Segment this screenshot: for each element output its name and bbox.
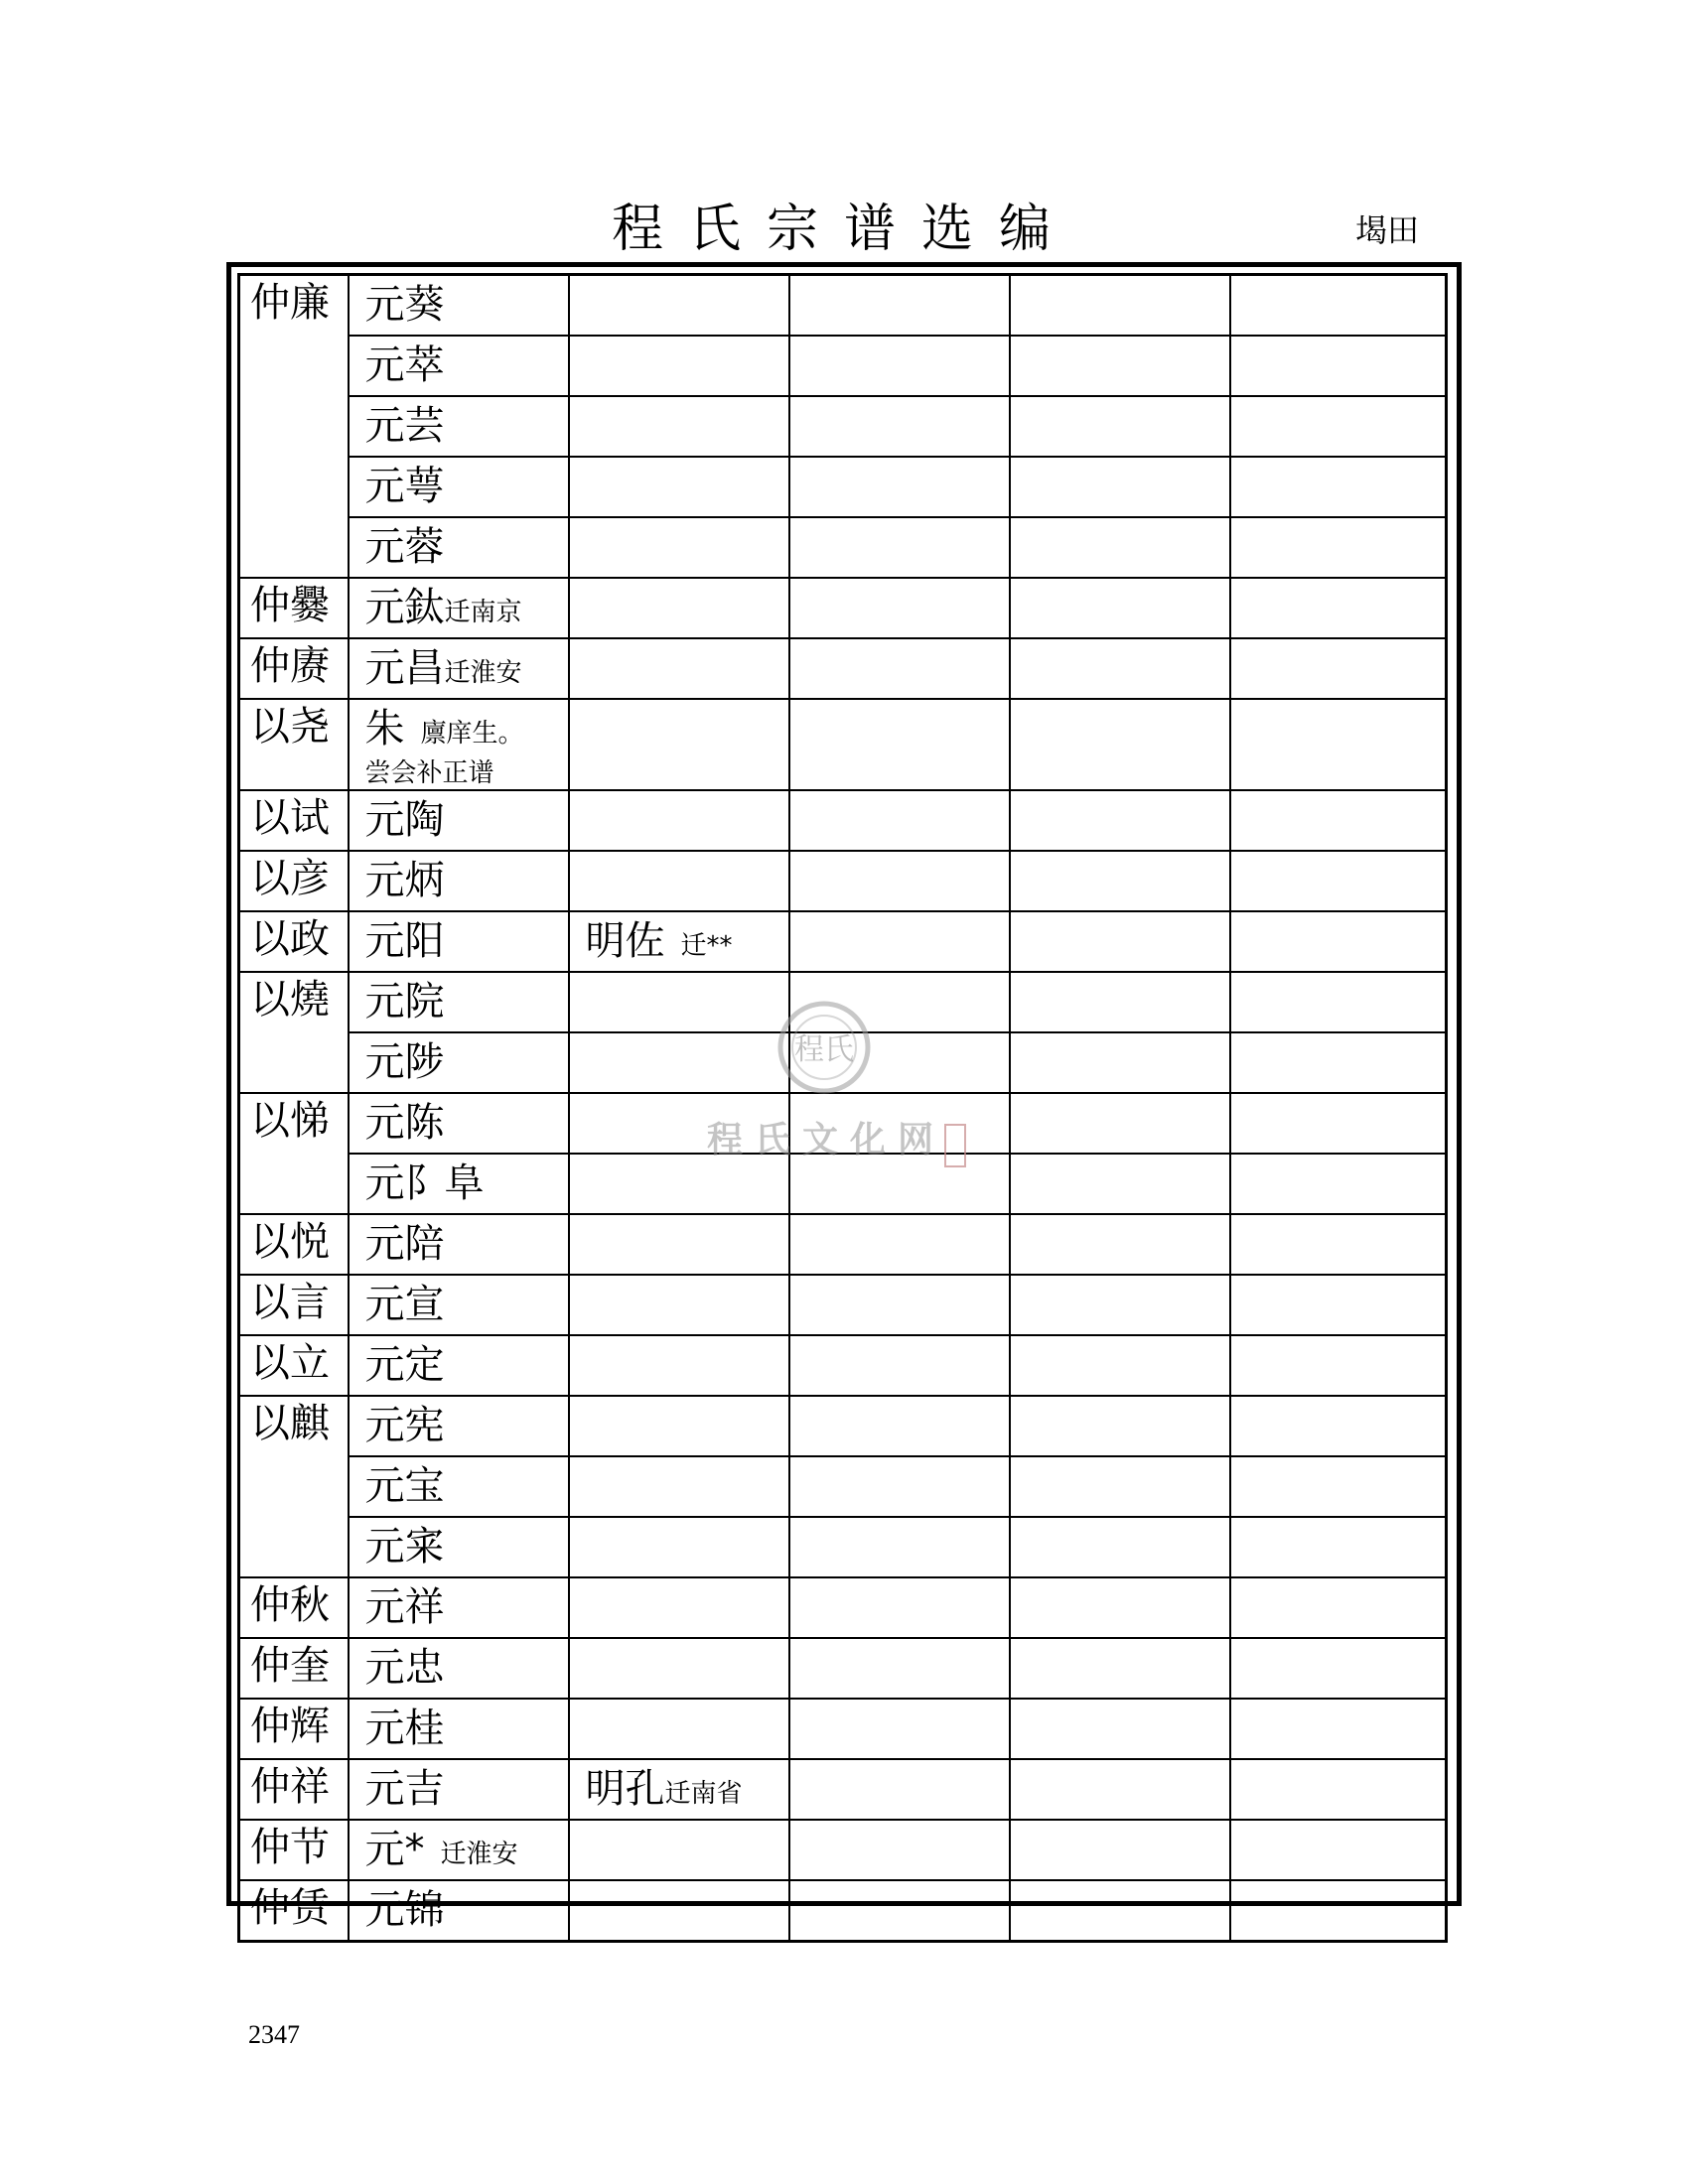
- gen1-name-cell: 以言: [239, 1275, 349, 1335]
- empty-cell: [1230, 1335, 1447, 1396]
- empty-cell: [1010, 1759, 1230, 1820]
- empty-cell: [789, 790, 1010, 851]
- gen2-name-cell: [349, 275, 569, 337]
- empty-cell: [789, 1275, 1010, 1335]
- gen2-name-cell: [349, 1396, 569, 1456]
- gen1-name-cell: 以悦: [239, 1214, 349, 1275]
- empty-cell: [1010, 1154, 1230, 1214]
- gen1-name-cell: 以麒: [239, 1396, 349, 1577]
- gen1-name-cell: 仲辉: [239, 1699, 349, 1759]
- table-row: [239, 1335, 1447, 1396]
- gen2-name-cell: [349, 396, 569, 457]
- gen2-name: 元定: [364, 1342, 445, 1388]
- gen3-name-cell: [569, 1517, 789, 1577]
- empty-cell: [1230, 972, 1447, 1032]
- gen3-name-cell: [569, 396, 789, 457]
- gen3-name-cell: [569, 1456, 789, 1517]
- empty-cell: [1010, 1335, 1230, 1396]
- page-title: 程氏宗谱选编: [611, 200, 1076, 259]
- gen1-name-cell: 仲廉: [239, 275, 349, 579]
- gen2-note: 迁淮安: [440, 1840, 518, 1869]
- empty-cell: [1230, 1154, 1447, 1214]
- gen2-name: 元鈦: [364, 585, 445, 630]
- gen2-note: 迁淮安: [444, 658, 522, 688]
- gen2-name-cell: [349, 1093, 569, 1154]
- gen2-name: 元陈: [364, 1100, 445, 1146]
- empty-cell: [1230, 457, 1447, 517]
- gen2-name-cell: [349, 851, 569, 911]
- empty-cell: [1010, 517, 1230, 578]
- empty-cell: [789, 396, 1010, 457]
- gen2-name: 元吉: [364, 1766, 445, 1812]
- table-row: [239, 1880, 1447, 1942]
- table-row: [239, 699, 1447, 790]
- empty-cell: [1010, 1214, 1230, 1275]
- gen3-name-cell: [569, 457, 789, 517]
- gen3-name-cell: [569, 578, 789, 638]
- gen2-note-line2: 尝会补正谱: [364, 758, 494, 788]
- empty-cell: [1010, 1577, 1230, 1638]
- empty-cell: [1230, 578, 1447, 638]
- empty-cell: [1230, 699, 1447, 790]
- empty-cell: [1230, 336, 1447, 396]
- gen2-name-cell: [349, 1699, 569, 1759]
- gen3-name: 明孔: [585, 1766, 665, 1812]
- empty-cell: [1010, 336, 1230, 396]
- gen2-name-cell: [349, 1820, 569, 1880]
- empty-cell: [789, 1699, 1010, 1759]
- gen3-name-cell: [569, 790, 789, 851]
- watermark-site-text: 程氏文化网: [707, 1120, 946, 1160]
- gen2-name-cell: [349, 1456, 569, 1517]
- table-row: [239, 911, 1447, 972]
- gen3-name-cell: [569, 1214, 789, 1275]
- gen2-name-cell: [349, 699, 569, 790]
- gen1-name-cell: 以彦: [239, 851, 349, 911]
- gen1-name-cell: 以燒: [239, 972, 349, 1093]
- empty-cell: [1010, 1820, 1230, 1880]
- empty-cell: [789, 1396, 1010, 1456]
- empty-cell: [789, 517, 1010, 578]
- empty-cell: [1230, 1093, 1447, 1154]
- empty-cell: [1230, 1759, 1447, 1820]
- gen3-name-cell: [569, 1820, 789, 1880]
- gen1-name-cell: 仲秋: [239, 1577, 349, 1638]
- empty-cell: [1010, 1456, 1230, 1517]
- gen2-name-cell: [349, 1214, 569, 1275]
- gen2-name: 元宷: [364, 1524, 445, 1570]
- empty-cell: [789, 336, 1010, 396]
- gen3-name-cell: [569, 1577, 789, 1638]
- empty-cell: [1230, 1880, 1447, 1942]
- gen2-name-cell: [349, 1154, 569, 1214]
- table-row: [239, 336, 1447, 396]
- gen3-name-cell: [569, 911, 789, 972]
- gen3-note: 迁南省: [664, 1779, 743, 1809]
- gen3-name-cell: [569, 336, 789, 396]
- empty-cell: [1230, 638, 1447, 699]
- table-row: [239, 851, 1447, 911]
- gen2-name: 元祥: [364, 1584, 445, 1630]
- gen2-name: 元炳: [364, 858, 445, 903]
- gen2-note: 迁南京: [444, 598, 522, 627]
- gen2-name-cell: [349, 1275, 569, 1335]
- gen2-name-cell: [349, 911, 569, 972]
- table-row: [239, 1638, 1447, 1699]
- table-row: [239, 1577, 1447, 1638]
- table-row: [239, 1820, 1447, 1880]
- empty-cell: [789, 1820, 1010, 1880]
- empty-cell: [1230, 1699, 1447, 1759]
- empty-cell: [789, 638, 1010, 699]
- empty-cell: [789, 1759, 1010, 1820]
- empty-cell: [789, 699, 1010, 790]
- table-row: [239, 275, 1447, 337]
- gen3-name-cell: [569, 699, 789, 790]
- page-number: 2347: [248, 2020, 300, 2049]
- empty-cell: [789, 457, 1010, 517]
- empty-cell: [789, 1880, 1010, 1942]
- gen1-name-cell: 仲奎: [239, 1638, 349, 1699]
- empty-cell: [1010, 1517, 1230, 1577]
- empty-cell: [1010, 699, 1230, 790]
- empty-cell: [1010, 457, 1230, 517]
- gen2-name: 元宪: [364, 1403, 445, 1448]
- empty-cell: [1230, 1820, 1447, 1880]
- empty-cell: [1230, 1275, 1447, 1335]
- gen2-note: 廪庠生。: [420, 719, 524, 749]
- watermark-seal-text: 程氏: [794, 1032, 854, 1067]
- table-row: [239, 790, 1447, 851]
- gen3-name-cell: [569, 1335, 789, 1396]
- gen2-name: 元萃: [364, 342, 445, 388]
- empty-cell: [1010, 972, 1230, 1032]
- empty-cell: [1230, 851, 1447, 911]
- empty-cell: [789, 851, 1010, 911]
- empty-cell: [789, 1638, 1010, 1699]
- gen2-name: 元锦: [364, 1887, 445, 1933]
- gen2-name: 元宣: [364, 1282, 445, 1327]
- gen1-name-cell: 仲赁: [239, 1880, 349, 1942]
- table-row: [239, 1275, 1447, 1335]
- empty-cell: [1230, 1638, 1447, 1699]
- gen1-name-cell: 仲爨: [239, 578, 349, 638]
- gen2-name-cell: [349, 1577, 569, 1638]
- empty-cell: [1010, 911, 1230, 972]
- gen2-name-cell: [349, 790, 569, 851]
- gen2-name: 元陟: [364, 1039, 445, 1085]
- empty-cell: [789, 275, 1010, 337]
- place-label: 堨田: [1355, 211, 1420, 249]
- table-row: [239, 1396, 1447, 1456]
- empty-cell: [789, 1214, 1010, 1275]
- gen3-name: 明佐: [585, 918, 665, 964]
- gen1-name-cell: 仲祥: [239, 1759, 349, 1820]
- table-row: [239, 578, 1447, 638]
- empty-cell: [1230, 517, 1447, 578]
- empty-cell: [1230, 275, 1447, 337]
- gen2-name-cell: [349, 638, 569, 699]
- gen2-name: 元桂: [364, 1706, 445, 1751]
- table-row: [239, 457, 1447, 517]
- gen3-name-cell: [569, 638, 789, 699]
- gen3-name-cell: [569, 1759, 789, 1820]
- empty-cell: [1010, 1396, 1230, 1456]
- gen2-name: 元萼: [364, 464, 445, 509]
- gen2-name-cell: [349, 1638, 569, 1699]
- empty-cell: [1010, 790, 1230, 851]
- gen1-name-cell: 以试: [239, 790, 349, 851]
- empty-cell: [789, 1517, 1010, 1577]
- empty-cell: [1010, 1699, 1230, 1759]
- gen2-name-cell: [349, 336, 569, 396]
- gen2-name: 元陪: [364, 1221, 445, 1267]
- table-row: [239, 638, 1447, 699]
- gen3-note: 迁**: [680, 931, 733, 961]
- gen2-name: 元*: [364, 1827, 425, 1872]
- gen2-name: 元陶: [364, 797, 445, 843]
- empty-cell: [1230, 911, 1447, 972]
- empty-cell: [1230, 1396, 1447, 1456]
- table-row: [239, 396, 1447, 457]
- gen2-name-cell: [349, 517, 569, 578]
- gen2-name-cell: [349, 1880, 569, 1942]
- empty-cell: [1010, 1880, 1230, 1942]
- empty-cell: [1230, 1214, 1447, 1275]
- table-row: [239, 1456, 1447, 1517]
- empty-cell: [1010, 396, 1230, 457]
- watermark: [695, 998, 993, 1176]
- gen1-name-cell: 仲赓: [239, 638, 349, 699]
- empty-cell: [1010, 275, 1230, 337]
- empty-cell: [789, 1456, 1010, 1517]
- gen1-name-cell: 以立: [239, 1335, 349, 1396]
- empty-cell: [1010, 1275, 1230, 1335]
- gen2-name: 元忠: [364, 1645, 445, 1691]
- gen1-name-cell: 仲节: [239, 1820, 349, 1880]
- empty-cell: [1010, 851, 1230, 911]
- table-row: [239, 1759, 1447, 1820]
- gen2-name: 元昌: [364, 645, 445, 691]
- empty-cell: [1230, 1577, 1447, 1638]
- gen2-name-cell: [349, 578, 569, 638]
- gen3-name-cell: [569, 1396, 789, 1456]
- gen2-name: 元葵: [364, 282, 445, 328]
- gen2-name: 元阝阜: [364, 1160, 485, 1206]
- gen3-name-cell: [569, 1880, 789, 1942]
- empty-cell: [789, 1335, 1010, 1396]
- empty-cell: [1010, 578, 1230, 638]
- empty-cell: [1230, 1456, 1447, 1517]
- empty-cell: [1010, 638, 1230, 699]
- empty-cell: [1010, 1638, 1230, 1699]
- gen3-name-cell: [569, 517, 789, 578]
- table-row: [239, 1699, 1447, 1759]
- gen1-name-cell: 以悌: [239, 1093, 349, 1214]
- empty-cell: [1230, 396, 1447, 457]
- gen2-name: 元院: [364, 979, 445, 1024]
- gen3-name-cell: [569, 275, 789, 337]
- empty-cell: [789, 911, 1010, 972]
- table-row: [239, 1214, 1447, 1275]
- gen2-name-cell: [349, 972, 569, 1032]
- empty-cell: [1230, 790, 1447, 851]
- empty-cell: [1010, 1032, 1230, 1093]
- gen2-name-cell: [349, 1335, 569, 1396]
- gen2-name: 元蓉: [364, 524, 445, 570]
- gen3-name-cell: [569, 1275, 789, 1335]
- empty-cell: [1230, 1032, 1447, 1093]
- gen2-name-cell: [349, 1032, 569, 1093]
- gen2-name-cell: [349, 1517, 569, 1577]
- gen3-name-cell: [569, 1699, 789, 1759]
- empty-cell: [789, 1577, 1010, 1638]
- watermark-stamp-icon: [945, 1125, 965, 1166]
- gen1-name-cell: 以政: [239, 911, 349, 972]
- gen2-name-cell: [349, 457, 569, 517]
- empty-cell: [1230, 1517, 1447, 1577]
- empty-cell: [1010, 1093, 1230, 1154]
- empty-cell: [789, 578, 1010, 638]
- gen2-name: 元芸: [364, 403, 445, 449]
- gen3-name-cell: [569, 1638, 789, 1699]
- gen2-name-cell: [349, 1759, 569, 1820]
- gen2-name: 元阳: [364, 918, 445, 964]
- gen2-name: 朱: [364, 706, 405, 751]
- table-row: [239, 517, 1447, 578]
- gen1-name-cell: 以尧: [239, 699, 349, 790]
- table-row: [239, 1517, 1447, 1577]
- gen2-name: 元宝: [364, 1463, 445, 1509]
- gen3-name-cell: [569, 851, 789, 911]
